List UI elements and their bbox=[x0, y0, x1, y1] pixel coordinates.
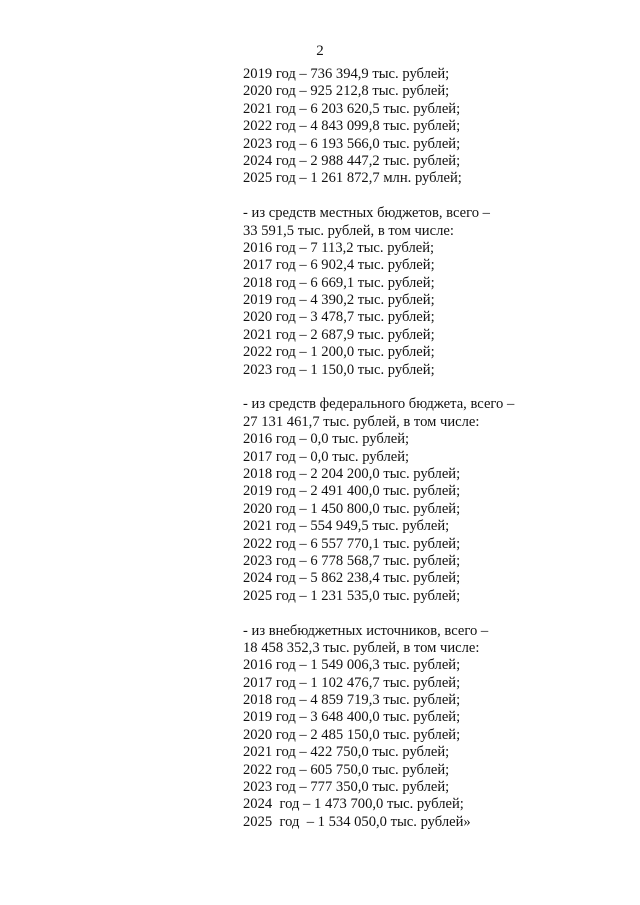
text-line: 2024 год – 5 862 238,4 тыс. рублей; bbox=[243, 570, 461, 587]
text-line: 2017 год – 6 902,4 тыс. рублей; bbox=[243, 257, 435, 274]
text-line: 2025 год – 1 261 872,7 млн. рублей; bbox=[243, 170, 462, 187]
text-line: 2019 год – 2 491 400,0 тыс. рублей; bbox=[243, 483, 461, 500]
document-body bbox=[243, 66, 623, 831]
text-line: 2016 год – 7 113,2 тыс. рублей; bbox=[243, 239, 435, 256]
text-line: 2025 год – 1 534 050,0 тыс. рублей» bbox=[243, 813, 471, 830]
funding-block bbox=[243, 66, 623, 188]
text-line: 2025 год – 1 231 535,0 тыс. рублей; bbox=[243, 587, 461, 604]
text-line: 2020 год – 925 212,8 тыс. рублей; bbox=[243, 83, 450, 100]
text-line: 2022 год – 6 557 770,1 тыс. рублей; bbox=[243, 535, 461, 552]
page-number: 2 bbox=[316, 43, 324, 59]
text-line: 2018 год – 2 204 200,0 тыс. рублей; bbox=[243, 465, 461, 482]
text-line: 2021 год – 6 203 620,5 тыс. рублей; bbox=[243, 100, 461, 117]
text-line: 2023 год – 1 150,0 тыс. рублей; bbox=[243, 361, 435, 378]
text-line: 2019 год – 3 648 400,0 тыс. рублей; bbox=[243, 709, 461, 726]
text-line: 2018 год – 4 859 719,3 тыс. рублей; bbox=[243, 692, 461, 709]
text-line: 2021 год – 554 949,5 тыс. рублей; bbox=[243, 518, 450, 535]
text-line: 2022 год – 605 750,0 тыс. рублей; bbox=[243, 761, 450, 778]
text-line: 27 131 461,7 тыс. рублей, в том числе: bbox=[243, 413, 480, 430]
text-line: 2019 год – 736 394,9 тыс. рублей; bbox=[243, 66, 450, 82]
funding-block bbox=[243, 396, 623, 605]
funding-block bbox=[243, 623, 623, 832]
text-line: 2023 год – 777 350,0 тыс. рублей; bbox=[243, 779, 450, 796]
text-line: 2023 год – 6 193 566,0 тыс. рублей; bbox=[243, 135, 461, 152]
text-line: 2017 год – 1 102 476,7 тыс. рублей; bbox=[243, 674, 461, 691]
text-line: - из средств федерального бюджета, всего – bbox=[243, 396, 515, 413]
text-line: 2019 год – 4 390,2 тыс. рублей; bbox=[243, 292, 435, 309]
text-line: 2021 год – 422 750,0 тыс. рублей; bbox=[243, 744, 450, 761]
text-line: 2023 год – 6 778 568,7 тыс. рублей; bbox=[243, 552, 461, 569]
paragraph-spacer bbox=[243, 379, 623, 396]
text-line: - из средств местных бюджетов, всего – bbox=[243, 205, 490, 222]
funding-block bbox=[243, 205, 623, 379]
text-line: 2020 год – 1 450 800,0 тыс. рублей; bbox=[243, 500, 461, 517]
text-line: 2024 год – 2 988 447,2 тыс. рублей; bbox=[243, 152, 461, 169]
text-line: 2018 год – 6 669,1 тыс. рублей; bbox=[243, 274, 435, 291]
text-line: 2020 год – 2 485 150,0 тыс. рублей; bbox=[243, 726, 461, 743]
text-line: 2020 год – 3 478,7 тыс. рублей; bbox=[243, 309, 435, 326]
text-line: 18 458 352,3 тыс. рублей, в том числе: bbox=[243, 639, 480, 656]
text-line: 2021 год – 2 687,9 тыс. рублей; bbox=[243, 326, 435, 343]
text-line: - из внебюджетных источников, всего – bbox=[243, 622, 489, 639]
text-line: 2022 год – 1 200,0 тыс. рублей; bbox=[243, 344, 435, 361]
text-line: 33 591,5 тыс. рублей, в том числе: bbox=[243, 222, 454, 239]
paragraph-spacer bbox=[243, 605, 623, 622]
text-line: 2024 год – 1 473 700,0 тыс. рублей; bbox=[243, 796, 464, 813]
text-line: 2022 год – 4 843 099,8 тыс. рублей; bbox=[243, 118, 461, 135]
paragraph-spacer bbox=[243, 188, 623, 205]
text-line: 2017 год – 0,0 тыс. рублей; bbox=[243, 448, 410, 465]
text-line: 2016 год – 0,0 тыс. рублей; bbox=[243, 431, 410, 448]
text-line: 2016 год – 1 549 006,3 тыс. рублей; bbox=[243, 657, 461, 674]
